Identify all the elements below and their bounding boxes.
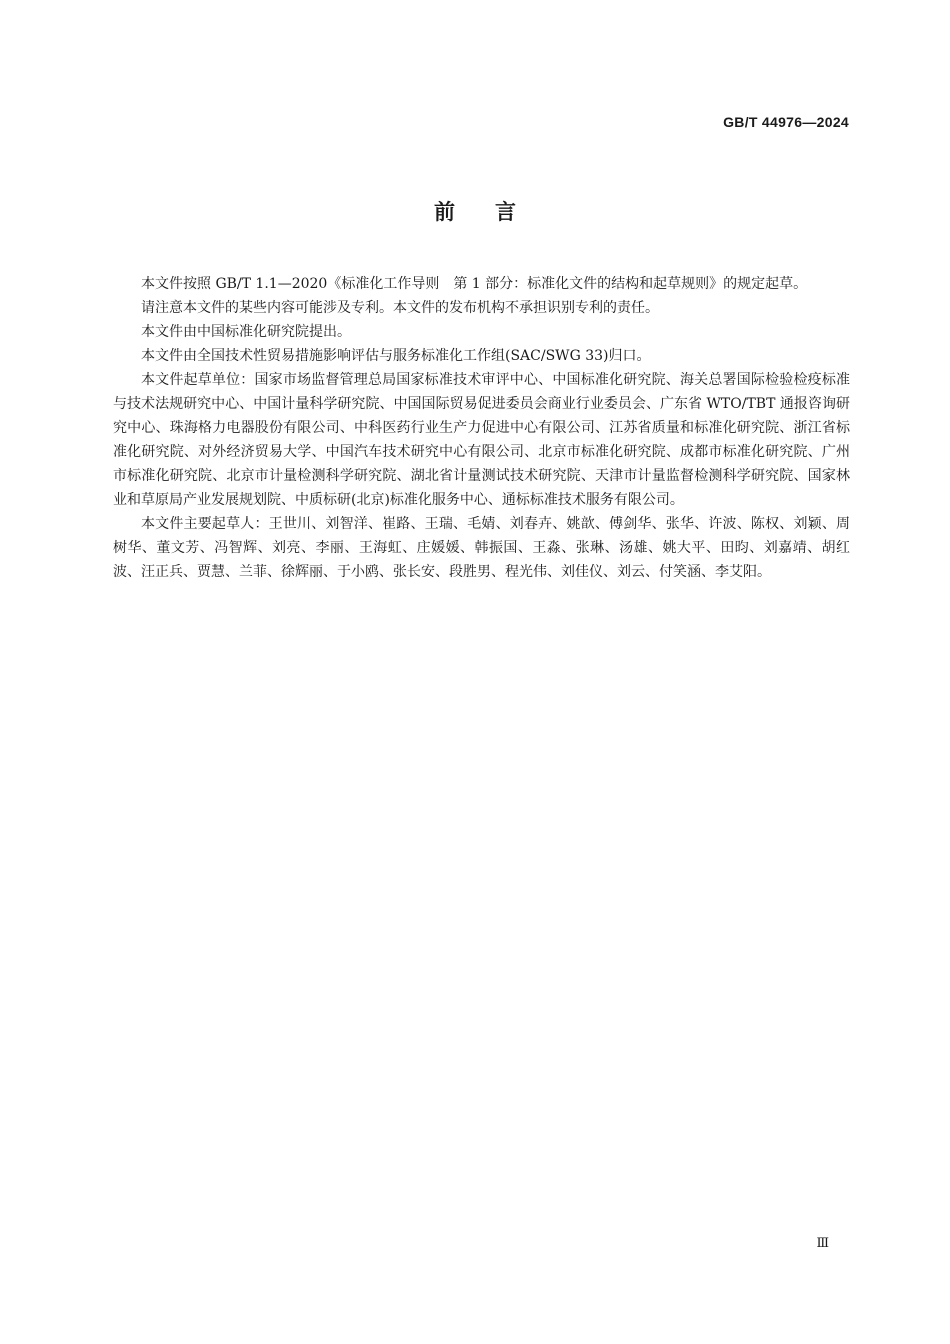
- paragraph-patent-notice: 请注意本文件的某些内容可能涉及专利。本文件的发布机构不承担识别专利的责任。: [141, 300, 659, 316]
- paragraph-centralized-unit: 本文件由全国技术性贸易措施影响评估与服务标准化工作组(SAC/SWG 33)归口。: [141, 348, 651, 364]
- page-title: 前言: [434, 200, 556, 224]
- paragraph-main-drafters: 本文件主要起草人：王世川、刘智洋、崔路、王瑞、毛婧、刘春卉、姚歆、傅剑华、张华、许波、陈权、刘颖、周树华、董文芳、冯智辉、刘亮、李丽、王海虹、庄媛媛、韩振国、王淼、张琳、汤雄、姚大平、田昀、刘嘉靖、胡红波、汪正兵、贾慧、兰菲、徐辉丽、于小鸥、张长安、段胜男、程光伟、刘佳仪、刘云、付笑涵、李艾阳。: [113, 516, 850, 580]
- paragraph-drafting-units: 本文件起草单位：国家市场监督管理总局国家标准技术审评中心、中国标准化研究院、海关总署国际检验检疫标准与技术法规研究中心、中国计量科学研究院、中国国际贸易促进委员会商业行业委员会、广东省 WTO/TBT 通报咨询研究中心、珠海格力电器股份有限公司、中科医药行业生产力促进中心有限公司、江苏省质量和标准化研究院、浙江省标准化研究院、对外经济贸易大学、中国汽车技术研究中心有限公司、北京市标准化研究院、成都市标准化研究院、广州市标准化研究院、北京市计量检测科学研究院、湖北省计量测试技术研究院、天津市计量监督检测科学研究院、国家林业和草原局产业发展规划院、中质标研(北京)标准化服务中心、通标标准技术服务有限公司。: [113, 372, 850, 508]
- standard-number: GB/T 44976—2024: [723, 114, 849, 130]
- paragraph-drafting-rules: 本文件按照 GB/T 1.1—2020《标准化工作导则 第 1 部分：标准化文件的结构和起草规则》的规定起草。: [141, 276, 808, 292]
- page-number: Ⅲ: [816, 1236, 829, 1251]
- paragraph-proposer: 本文件由中国标准化研究院提出。: [141, 324, 351, 340]
- document-body: [113, 272, 850, 584]
